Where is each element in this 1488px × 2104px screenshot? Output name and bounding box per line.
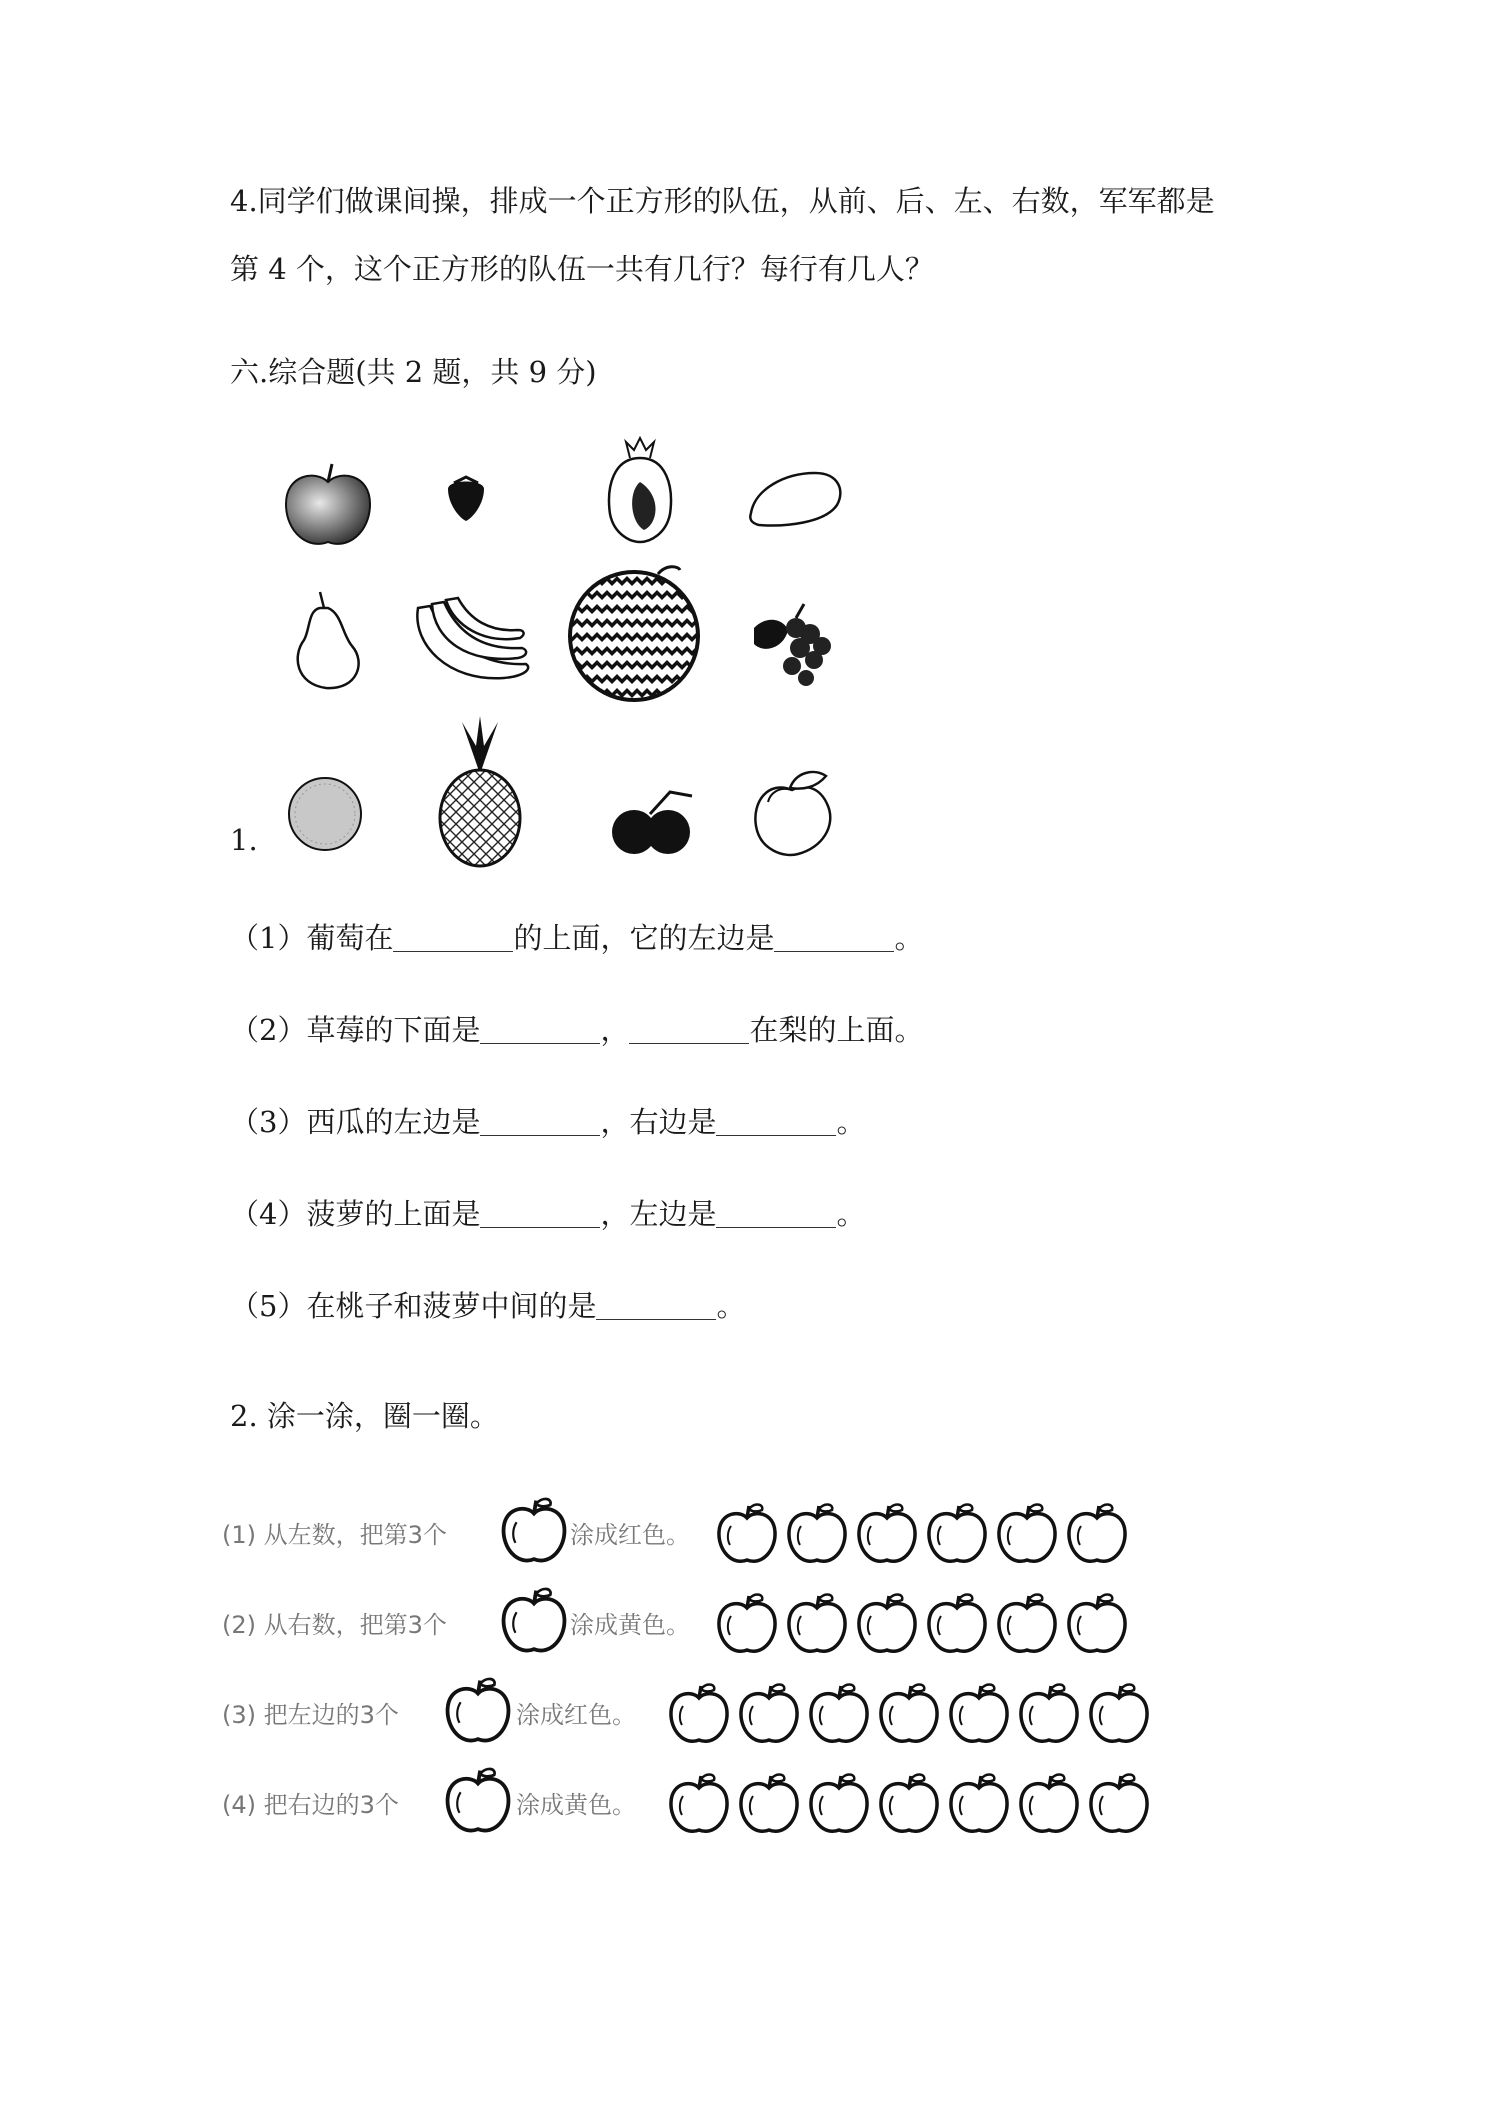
answer-blank[interactable] xyxy=(480,1111,600,1136)
apple-outline-icon[interactable] xyxy=(1014,1680,1084,1750)
q1-item-2-text-c: 在梨的上面。 xyxy=(749,1013,924,1047)
apple-outline-icon[interactable] xyxy=(852,1500,922,1570)
apple-outline-icon[interactable] xyxy=(1084,1770,1154,1840)
apple-outline-icon[interactable] xyxy=(712,1500,782,1570)
apple-outline-icon[interactable] xyxy=(734,1680,804,1750)
q2-row-1-instruction: (1) 从左数，把第3个 xyxy=(222,1521,447,1549)
q1-item-2 xyxy=(230,1012,923,1048)
apple-icon xyxy=(280,460,376,552)
apple-outline-icon[interactable] xyxy=(804,1770,874,1840)
apple-outline-icon[interactable] xyxy=(874,1770,944,1840)
watermelon-icon xyxy=(562,560,706,704)
apple-outline-icon[interactable] xyxy=(1062,1500,1132,1570)
q1-item-1-text-a: （1）葡萄在 xyxy=(230,921,394,955)
peach-icon xyxy=(748,766,840,862)
section-title: 六.综合题(共 2 题，共 9 分) xyxy=(230,355,597,389)
apple-icon xyxy=(440,1764,516,1840)
question-4-line-2: 第 4 个，这个正方形的队伍一共有几行？每行有几人？ xyxy=(230,252,934,286)
answer-blank[interactable] xyxy=(716,1111,836,1136)
apple-outline-icon[interactable] xyxy=(852,1590,922,1660)
q1-item-2-text-b: ， xyxy=(600,1013,630,1047)
apple-outline-icon[interactable] xyxy=(922,1500,992,1570)
q2-row-4-instruction: (4) 把右边的3个 xyxy=(222,1791,399,1819)
q1-item-4-text-b: ，左边是 xyxy=(600,1197,717,1231)
answer-blank[interactable] xyxy=(774,927,894,952)
apple-outline-icon[interactable] xyxy=(804,1680,874,1750)
apple-outline-icon[interactable] xyxy=(992,1590,1062,1660)
apple-icon xyxy=(440,1674,516,1750)
q1-item-5 xyxy=(230,1288,745,1324)
apple-outline-icon[interactable] xyxy=(664,1680,734,1750)
q2-row-4-color-instruction: 涂成黄色。 xyxy=(516,1791,636,1819)
mango-icon xyxy=(745,467,849,531)
q1-item-1 xyxy=(230,920,923,956)
question-4-line-1: 4.同学们做课间操，排成一个正方形的队伍，从前、后、左、右数，军军都是 xyxy=(230,184,1215,218)
cherry-icon xyxy=(606,786,700,856)
answer-blank[interactable] xyxy=(629,1019,749,1044)
answer-blank[interactable] xyxy=(480,1019,600,1044)
orange-icon xyxy=(284,772,366,854)
q1-item-1-text-b: 的上面，它的左边是 xyxy=(513,921,775,955)
apple-outline-icon[interactable] xyxy=(944,1770,1014,1840)
apple-icon xyxy=(496,1584,572,1660)
apple-outline-icon[interactable] xyxy=(734,1770,804,1840)
q1-item-3-text-c: 。 xyxy=(836,1105,866,1139)
answer-blank[interactable] xyxy=(480,1203,600,1228)
q2-row-3-color-instruction: 涂成红色。 xyxy=(516,1701,636,1729)
q1-item-3 xyxy=(230,1104,865,1140)
banana-icon xyxy=(408,594,536,690)
q1-item-4 xyxy=(230,1196,865,1232)
grape-icon xyxy=(748,598,838,694)
q2-row-2-color-instruction: 涂成黄色。 xyxy=(570,1611,690,1639)
apple-outline-icon[interactable] xyxy=(782,1590,852,1660)
pomegranate-icon xyxy=(600,436,680,546)
q1-item-5-text-c: 。 xyxy=(716,1289,746,1323)
q2-row-3-instruction: (3) 把左边的3个 xyxy=(222,1701,399,1729)
apple-outline-icon[interactable] xyxy=(1084,1680,1154,1750)
q1-item-4-text-a: （4）菠萝的上面是 xyxy=(230,1197,481,1231)
apple-outline-icon[interactable] xyxy=(1014,1770,1084,1840)
apple-outline-icon[interactable] xyxy=(874,1680,944,1750)
q1-item-5-text-a: （5）在桃子和菠萝中间的是 xyxy=(230,1289,597,1323)
q1-item-3-text-a: （3）西瓜的左边是 xyxy=(230,1105,481,1139)
apple-outline-icon[interactable] xyxy=(1062,1590,1132,1660)
answer-blank[interactable] xyxy=(716,1203,836,1228)
q2-row-2-instruction: (2) 从右数，把第3个 xyxy=(222,1611,447,1639)
apple-outline-icon[interactable] xyxy=(782,1500,852,1570)
q1-item-3-text-b: ，右边是 xyxy=(600,1105,717,1139)
apple-outline-icon[interactable] xyxy=(992,1500,1062,1570)
pineapple-icon xyxy=(432,716,528,868)
apple-outline-icon[interactable] xyxy=(712,1590,782,1660)
q2-row-1-color-instruction: 涂成红色。 xyxy=(570,1521,690,1549)
apple-outline-icon[interactable] xyxy=(944,1680,1014,1750)
apple-icon xyxy=(496,1494,572,1570)
apple-outline-icon[interactable] xyxy=(922,1590,992,1660)
pear-icon xyxy=(280,588,370,692)
apple-outline-icon[interactable] xyxy=(664,1770,734,1840)
answer-blank[interactable] xyxy=(596,1295,716,1320)
answer-blank[interactable] xyxy=(393,927,513,952)
question-2-title: 2. 涂一涂，圈一圈。 xyxy=(230,1399,499,1433)
strawberry-icon xyxy=(440,473,492,525)
q1-item-4-text-c: 。 xyxy=(836,1197,866,1231)
q1-item-2-text-a: （2）草莓的下面是 xyxy=(230,1013,481,1047)
question-1-number: 1. xyxy=(230,823,258,857)
q1-item-1-text-c: 。 xyxy=(894,921,924,955)
